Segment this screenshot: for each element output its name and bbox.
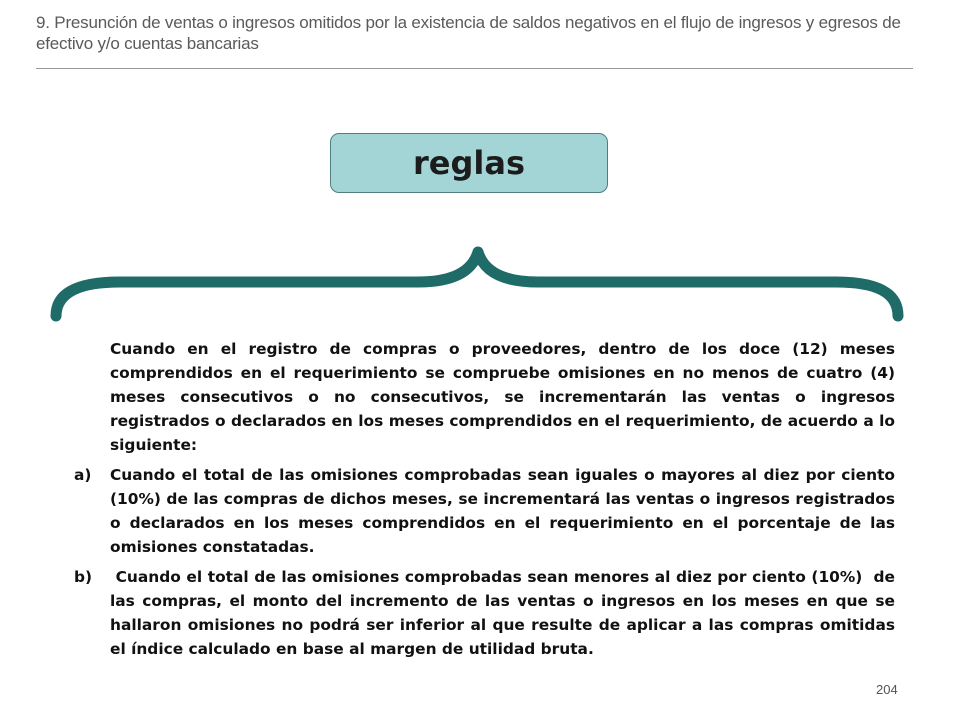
list-item-b (74, 565, 901, 661)
curly-brace-path (56, 252, 898, 316)
list-marker: a) (74, 466, 92, 484)
rules-box-label: reglas (413, 144, 525, 182)
slide-title: 9. Presunción de ventas o ingresos omitidos por la existencia de saldos negativos en el flujo de ingresos y egresos de efectivo y/o cuentas bancarias (36, 13, 901, 53)
rules-content (74, 337, 901, 667)
list-item-a (74, 463, 895, 559)
curly-brace-shape (0, 0, 960, 340)
list-marker: b) (74, 568, 93, 586)
page-number: 204 (876, 682, 898, 697)
intro-paragraph: Cuando en el registro de compras o proveedores, dentro de los doce (12) meses comprendidos en el requerimiento se compruebe omisiones en no menos de cuatro (4) meses consecutivos o no consecutivos, se incrementarán las ventas o ingresos registrados o declarados en los meses comprendidos en el requerimiento, de acuerdo a lo siguiente: (110, 340, 895, 454)
list-item-text: Cuando el total de las omisiones comprobadas sean iguales o mayores al diez por ciento (10%) de las compras de dichos meses, se incrementará las ventas o ingresos registrados o declarados en los meses comprendidos en el requerimiento en el porcentaje de las omisiones constatadas. (110, 466, 895, 556)
list-item-text: Cuando el total de las omisiones comprobadas sean menores al diez por ciento (10%) de las compras, el monto del incremento de las ventas o ingresos en los meses en que se hallaron omisiones no podrá ser inferior al que resulte de aplicar a las compras omitidas el índice calculado en base al margen de utilidad bruta. (110, 568, 901, 658)
